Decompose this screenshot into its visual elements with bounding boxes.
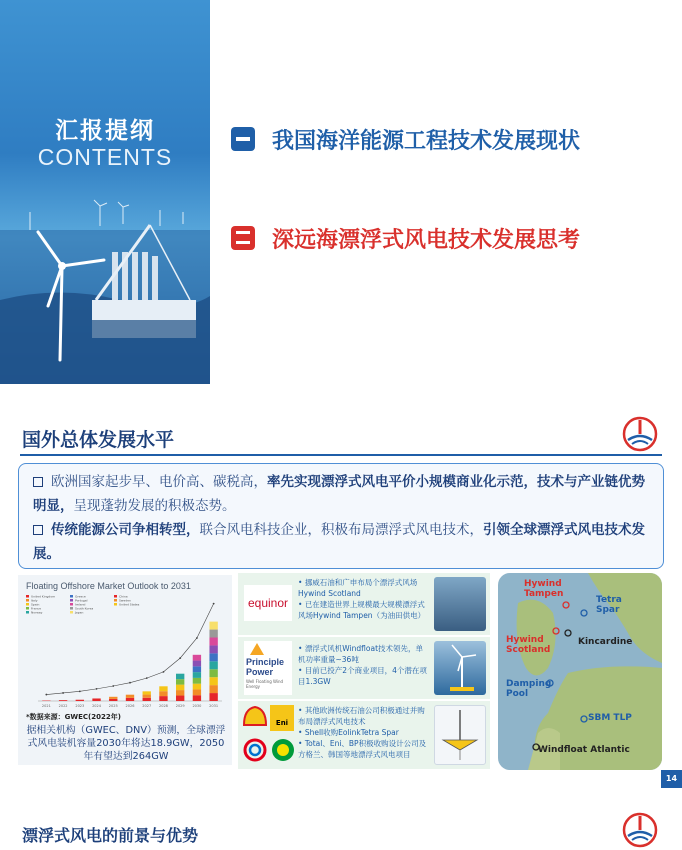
x-tick-label: 2021: [42, 704, 51, 708]
x-tick-label: 2028: [159, 704, 168, 708]
legend-label: Sweden: [119, 599, 131, 603]
bar-segment: [193, 655, 201, 661]
bar-segment: [209, 677, 217, 685]
x-tick-label: 2029: [176, 704, 185, 708]
bar-segment: [143, 698, 151, 701]
x-tick-label: 2023: [75, 704, 84, 708]
triangle-icon: [250, 643, 264, 655]
bar-segment: [109, 699, 117, 701]
equinor-turbine-photo: [434, 577, 486, 631]
cnooc-logo-icon: [620, 810, 660, 850]
legend-label: United Kingdom: [31, 595, 55, 599]
checkbox-bullet-icon: [33, 525, 43, 535]
trend-point: [45, 694, 47, 696]
agenda-item-2[interactable]: 深远海漂浮式风电技术发展思考: [272, 223, 580, 254]
legend-label: Norway: [31, 611, 43, 615]
trend-point: [96, 688, 98, 690]
legend-label: Italy: [31, 599, 38, 603]
legend-swatch: [26, 607, 29, 610]
bar-segment: [193, 661, 201, 667]
bar-segment: [209, 669, 217, 677]
legend-label: Portugal: [75, 599, 88, 603]
map-label-tetra-spar: Tetra Spar: [596, 595, 640, 615]
market-outlook-chart: [22, 593, 228, 711]
bar-segment: [209, 653, 217, 661]
bar-segment: [109, 697, 117, 699]
bar-segment: [159, 691, 167, 696]
legend-swatch: [26, 611, 29, 614]
legend-label: United States: [119, 603, 140, 607]
bar-segment: [176, 690, 184, 695]
trend-point: [129, 682, 131, 684]
x-tick-label: 2031: [209, 704, 218, 708]
offshore-wind-illustration: [0, 0, 210, 384]
slide-title: 国外总体发展水平: [22, 425, 174, 452]
bar-segment: [176, 679, 184, 684]
bar-segment: [176, 685, 184, 690]
summary-callout: [18, 463, 664, 569]
oil-major-logos: [242, 705, 296, 765]
market-outlook-card: [18, 575, 232, 765]
bar-segment: [193, 684, 201, 690]
legend-swatch: [26, 603, 29, 606]
map-markers: [498, 573, 662, 770]
forecast-caption: 据相关机构（GWEC、DNV）预测，全球漂浮式风电装机容量2030年将达18.9GW，2050年有望达到264GW: [26, 724, 226, 763]
bar-segment: [159, 686, 167, 691]
bar-segment: [193, 666, 201, 672]
tetra-spar-icon: [435, 706, 485, 764]
x-tick-label: 2024: [92, 704, 102, 708]
legend-swatch: [70, 595, 73, 598]
checkbox-bullet-icon: [33, 477, 43, 487]
bar-segment: [209, 693, 217, 701]
map-label-hywind-scotland: Hywind Scotland: [506, 635, 554, 655]
trend-point: [79, 690, 81, 692]
agenda-item-1[interactable]: 我国海洋能源工程技术发展现状: [272, 124, 580, 155]
legend-label: South Korea: [75, 607, 93, 611]
legend-label: China: [119, 595, 128, 599]
bar-segment: [193, 689, 201, 695]
legend-label: Spain: [31, 603, 39, 607]
agenda-item-1-icon: [231, 127, 255, 151]
bar-segment: [193, 678, 201, 684]
legend-swatch: [70, 603, 73, 606]
principle-power-logo: Principle Power Well Floating Wind Energy: [244, 641, 292, 695]
map-label-kincardine: Kincardine: [578, 637, 632, 647]
tetra-spar-diagram: [434, 705, 486, 765]
company-card-equinor: [238, 573, 490, 635]
contents-subtitle: CONTENTS: [0, 144, 210, 171]
slide-contents: [0, 0, 682, 384]
x-tick-label: 2025: [109, 704, 118, 708]
equinor-logo: equinor: [244, 585, 292, 621]
totalenergies-logo-icon: [242, 737, 268, 763]
legend-swatch: [70, 607, 73, 610]
map-label-hywind-tampen: Hywind Tampen: [524, 579, 584, 599]
trend-point: [163, 671, 165, 673]
trend-point: [213, 603, 215, 605]
bar-segment: [143, 695, 151, 698]
bar-segment: [193, 695, 201, 701]
bar-segment: [209, 637, 217, 645]
x-tick-label: 2026: [126, 704, 135, 708]
principle-power-notes: • 漂浮式风机Windfloat技术领先，单机功率重量~36吨 • 目前已投产2个商业项目，4个潜在项目1.3GW: [298, 643, 428, 687]
contents-title: 汇报提纲: [0, 112, 210, 145]
legend-label: France: [31, 607, 41, 611]
bar-segment: [209, 661, 217, 669]
floating-turbine-icon: [434, 641, 486, 695]
eni-logo: Eni: [270, 705, 294, 731]
legend-swatch: [114, 595, 117, 598]
page-number: 14: [661, 770, 682, 788]
bar-segment: [92, 698, 100, 701]
bar-segment: [209, 645, 217, 653]
cnooc-logo-icon: [620, 414, 660, 454]
next-slide-title: 漂浮式风电的前景与优势: [22, 823, 198, 846]
map-label-sbm-tlp: SBM TLP: [588, 713, 632, 723]
bar-segment: [193, 672, 201, 678]
legend-swatch: [114, 599, 117, 602]
summary-bullet-2: 传统能源公司争相转型，联合风电科技企业，积极布局漂浮式风电技术，引领全球漂浮式风电技术发展。: [33, 518, 655, 566]
equinor-notes: • 挪威石油和广申布局个漂浮式风场Hywind Scotland • 已在建造世界上规模最大规模漂浮式风场Hywind Tampen（为油田供电）: [298, 577, 428, 621]
windfloat-photo: [434, 641, 486, 695]
summary-bullet-1: 欧洲国家起步早、电价高、碳税高，率先实现漂浮式风电平价小规模商业化示范，技术与产业链优势明显，呈现蓬勃发展的积极态势。: [33, 470, 655, 518]
x-tick-label: 2022: [59, 704, 68, 708]
bar-segment: [209, 630, 217, 638]
map-label-damping-pool: Damping Pool: [506, 679, 550, 699]
x-tick-label: 2027: [142, 704, 151, 708]
bar-segment: [159, 696, 167, 701]
bar-segment: [126, 695, 134, 698]
legend-swatch: [26, 595, 29, 598]
legend-swatch: [70, 599, 73, 602]
trend-point: [196, 637, 198, 639]
data-source-note: *数据来源：GWEC(2022年): [26, 712, 121, 722]
legend-swatch: [26, 599, 29, 602]
bar-segment: [176, 696, 184, 701]
trend-point: [146, 677, 148, 679]
legend-label: Ireland: [75, 603, 85, 607]
bar-segment: [176, 674, 184, 679]
legend-swatch: [114, 603, 117, 606]
trend-point: [112, 685, 114, 687]
trend-point: [179, 657, 181, 659]
bar-segment: [126, 698, 134, 701]
agenda-item-2-icon: [231, 226, 255, 250]
x-tick-label: 2030: [192, 704, 201, 708]
oil-major-notes: • 其他欧洲传统石油公司积极通过并购布局漂浮式风电技术 • Shell收购EolinkTetra Spar • Total、Eni、BP积极收购设计公司及方格兰、韩国等地漂浮式风电项目: [298, 705, 428, 760]
chart-title: Floating Offshore Market Outlook to 2031: [26, 581, 191, 591]
trend-point: [62, 692, 64, 694]
legend-label: Japan: [74, 611, 83, 615]
bar-segment: [76, 700, 84, 701]
legend-label: Greece: [75, 595, 86, 599]
bar-segment: [59, 700, 67, 701]
company-card-principle-power: [238, 637, 490, 699]
bp-logo-icon: [270, 737, 296, 763]
shell-logo-icon: [242, 705, 268, 731]
cover-panel: [0, 0, 210, 384]
trend-line: [46, 604, 213, 695]
project-map: [498, 573, 662, 770]
bar-segment: [209, 622, 217, 630]
title-divider: [20, 454, 662, 456]
map-label-windfloat-atlantic: Windfloat Atlantic: [538, 745, 630, 755]
bar-segment: [143, 691, 151, 694]
company-card-oil-majors: [238, 701, 490, 769]
legend-swatch: [70, 611, 73, 614]
bar-segment: [209, 685, 217, 693]
